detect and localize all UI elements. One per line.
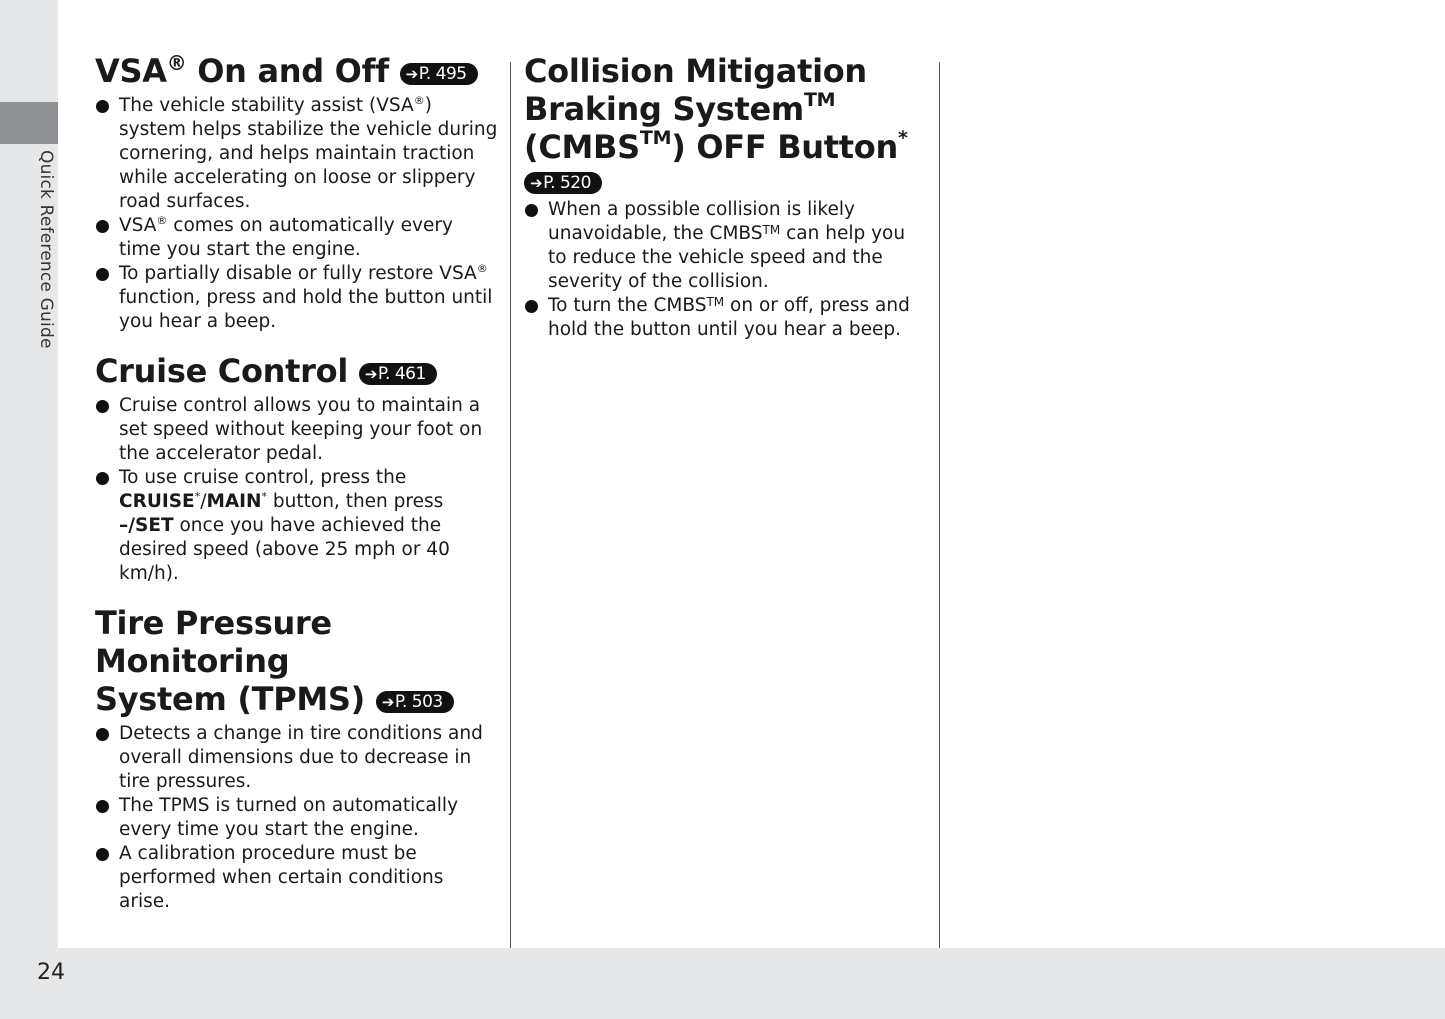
section-cruise xyxy=(95,352,500,586)
page-ref-row-cmbs xyxy=(524,172,924,194)
section-title-vsa: VSA® On and Off ➔P. 495 xyxy=(95,52,500,90)
sidebar xyxy=(0,0,58,1019)
bullet-list-cmbs xyxy=(524,198,924,342)
page-ref-link-tpms[interactable]: ➔P. 503 xyxy=(376,691,454,713)
list-item: A calibration procedure must be performed when certain conditions arise. xyxy=(95,842,500,914)
arrow-right-icon: ➔ xyxy=(381,693,394,711)
section-vsa xyxy=(95,52,500,334)
page-ref-link-cmbs[interactable]: ➔P. 520 xyxy=(524,172,602,194)
footer-bar xyxy=(0,948,1445,1019)
arrow-right-icon: ➔ xyxy=(530,174,543,192)
page-number: 24 xyxy=(37,960,65,985)
column-left xyxy=(95,52,500,928)
bullet-list-vsa xyxy=(95,94,500,334)
list-item: The vehicle stability assist (VSA®) system helps stabilize the vehicle during cornering, and helps maintain traction while accelerating on loose or slippery road surfaces. xyxy=(95,94,500,214)
list-item: To partially disable or fully restore VSA® function, press and hold the button until you hear a beep. xyxy=(95,262,500,334)
section-title-tpms: Tire Pressure Monitoring System (TPMS) ➔P. 503 xyxy=(95,604,500,718)
arrow-right-icon: ➔ xyxy=(405,65,418,83)
sidebar-label: Quick Reference Guide xyxy=(36,150,56,349)
section-tpms xyxy=(95,604,500,914)
column-divider-left xyxy=(510,62,511,948)
page-ref-link-cruise[interactable]: ➔P. 461 xyxy=(359,363,437,385)
sidebar-tab-marker[interactable] xyxy=(0,102,58,144)
section-title-cmbs: Collision Mitigation Braking System™ (CMBS™) OFF Button* xyxy=(524,52,908,166)
column-middle xyxy=(524,52,924,356)
bullet-list-tpms xyxy=(95,722,500,914)
section-title-cruise: Cruise Control ➔P. 461 xyxy=(95,352,500,390)
column-divider-right xyxy=(939,62,940,948)
list-item: The TPMS is turned on automatically every time you start the engine. xyxy=(95,794,500,842)
list-item: When a possible collision is likely unavoidable, the CMBS™ can help you to reduce the vehicle speed and the severity of the collision. xyxy=(524,198,924,294)
list-item: To use cruise control, press the CRUISE*/MAIN* button, then press –/SET once you have achieved the desired speed (above 25 mph or 40 km/h). xyxy=(95,466,500,586)
page-ref-link-vsa[interactable]: ➔P. 495 xyxy=(400,63,478,85)
arrow-right-icon: ➔ xyxy=(364,365,377,383)
list-item: VSA® comes on automatically every time you start the engine. xyxy=(95,214,500,262)
bullet-list-cruise xyxy=(95,394,500,586)
section-cmbs xyxy=(524,52,924,342)
list-item: Cruise control allows you to maintain a set speed without keeping your foot on the accelerator pedal. xyxy=(95,394,500,466)
list-item: To turn the CMBS™ on or off, press and hold the button until you hear a beep. xyxy=(524,294,924,342)
list-item: Detects a change in tire conditions and overall dimensions due to decrease in tire pressures. xyxy=(95,722,500,794)
